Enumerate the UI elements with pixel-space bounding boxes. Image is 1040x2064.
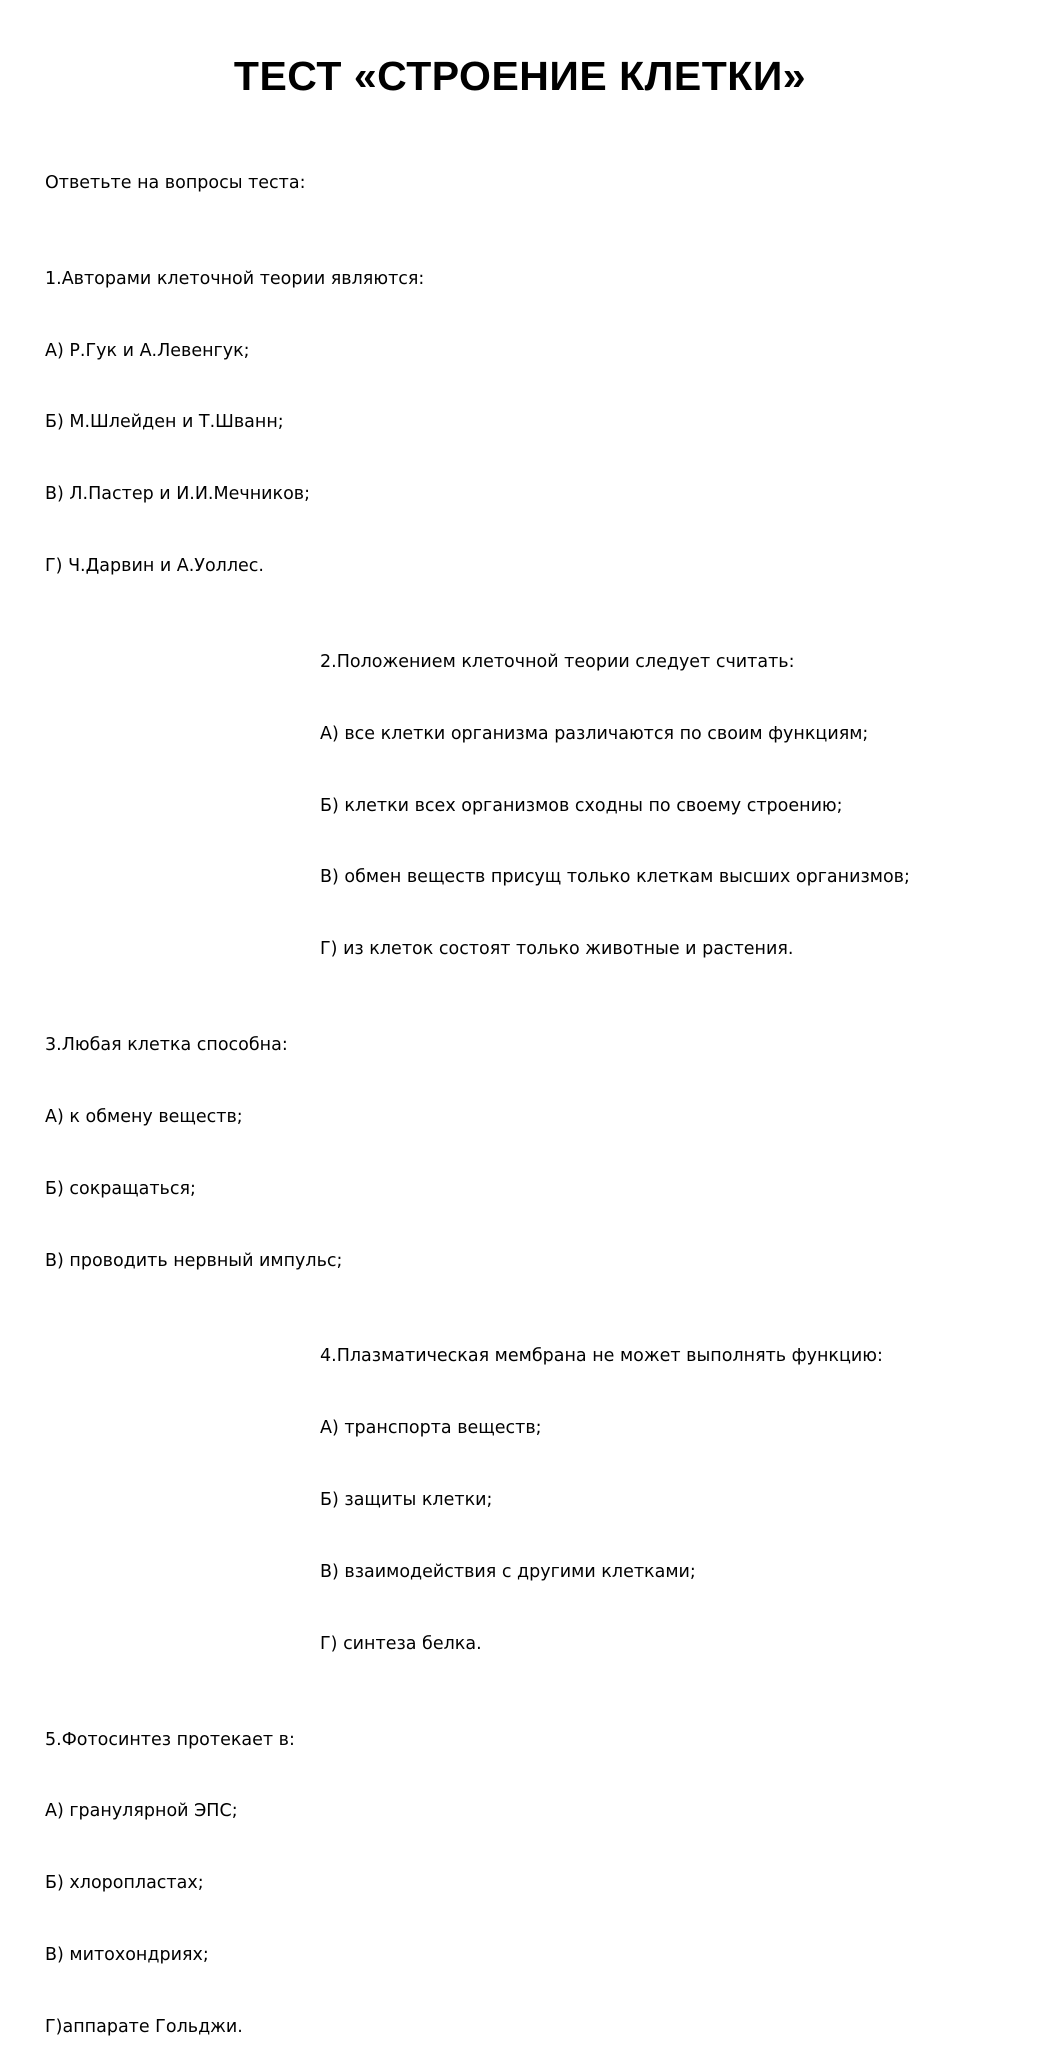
answer-option: В) проводить нервный импульс; (45, 1250, 343, 1271)
question-4: 4.Плазматическая мембрана не может выполнять функцию: (320, 1346, 883, 1367)
answer-option: Г) из клеток состоят только животные и растения. (320, 939, 794, 960)
answer-option: Б) защиты клетки; (320, 1490, 493, 1511)
instructions: Ответьте на вопросы теста: (45, 172, 306, 193)
question-3: 3.Любая клетка способна: (45, 1035, 288, 1056)
answer-option: В) обмен веществ присущ только клеткам высших организмов; (320, 867, 910, 888)
answer-option: Г)аппарате Гольджи. (45, 2016, 243, 2037)
question-5: 5.Фотосинтез протекает в: (45, 1729, 295, 1750)
answer-option: А) к обмену веществ; (45, 1106, 243, 1127)
answer-option: Б) сокращаться; (45, 1178, 196, 1199)
answer-option: В) митохондриях; (45, 1945, 209, 1966)
answer-option: Б) хлоропластах; (45, 1873, 204, 1894)
test-body (45, 124, 1005, 2064)
question-2: 2.Положением клеточной теории следует считать: (320, 651, 795, 672)
answer-option: Б) клетки всех организмов сходны по своему строению; (320, 795, 843, 816)
page-title: ТЕСТ «СТРОЕНИЕ КЛЕТКИ» (233, 53, 807, 99)
answer-option: А) гранулярной ЭПС; (45, 1801, 238, 1822)
answer-option: Г) синтеза белка. (320, 1633, 482, 1654)
answer-option: А) Р.Гук и А.Левенгук; (45, 340, 250, 361)
answer-option: В) взаимодействия с другими клетками; (320, 1561, 696, 1582)
answer-option: В) Л.Пастер и И.И.Мечников; (45, 484, 311, 505)
answer-option: Г) Ч.Дарвин и А.Уоллес. (45, 556, 264, 577)
question-1: 1.Авторами клеточной теории являются: (45, 268, 425, 289)
answer-option: А) транспорта веществ; (320, 1418, 542, 1439)
answer-option: Б) М.Шлейден и Т.Шванн; (45, 412, 284, 433)
answer-option: А) все клетки организма различаются по своим функциям; (320, 723, 869, 744)
